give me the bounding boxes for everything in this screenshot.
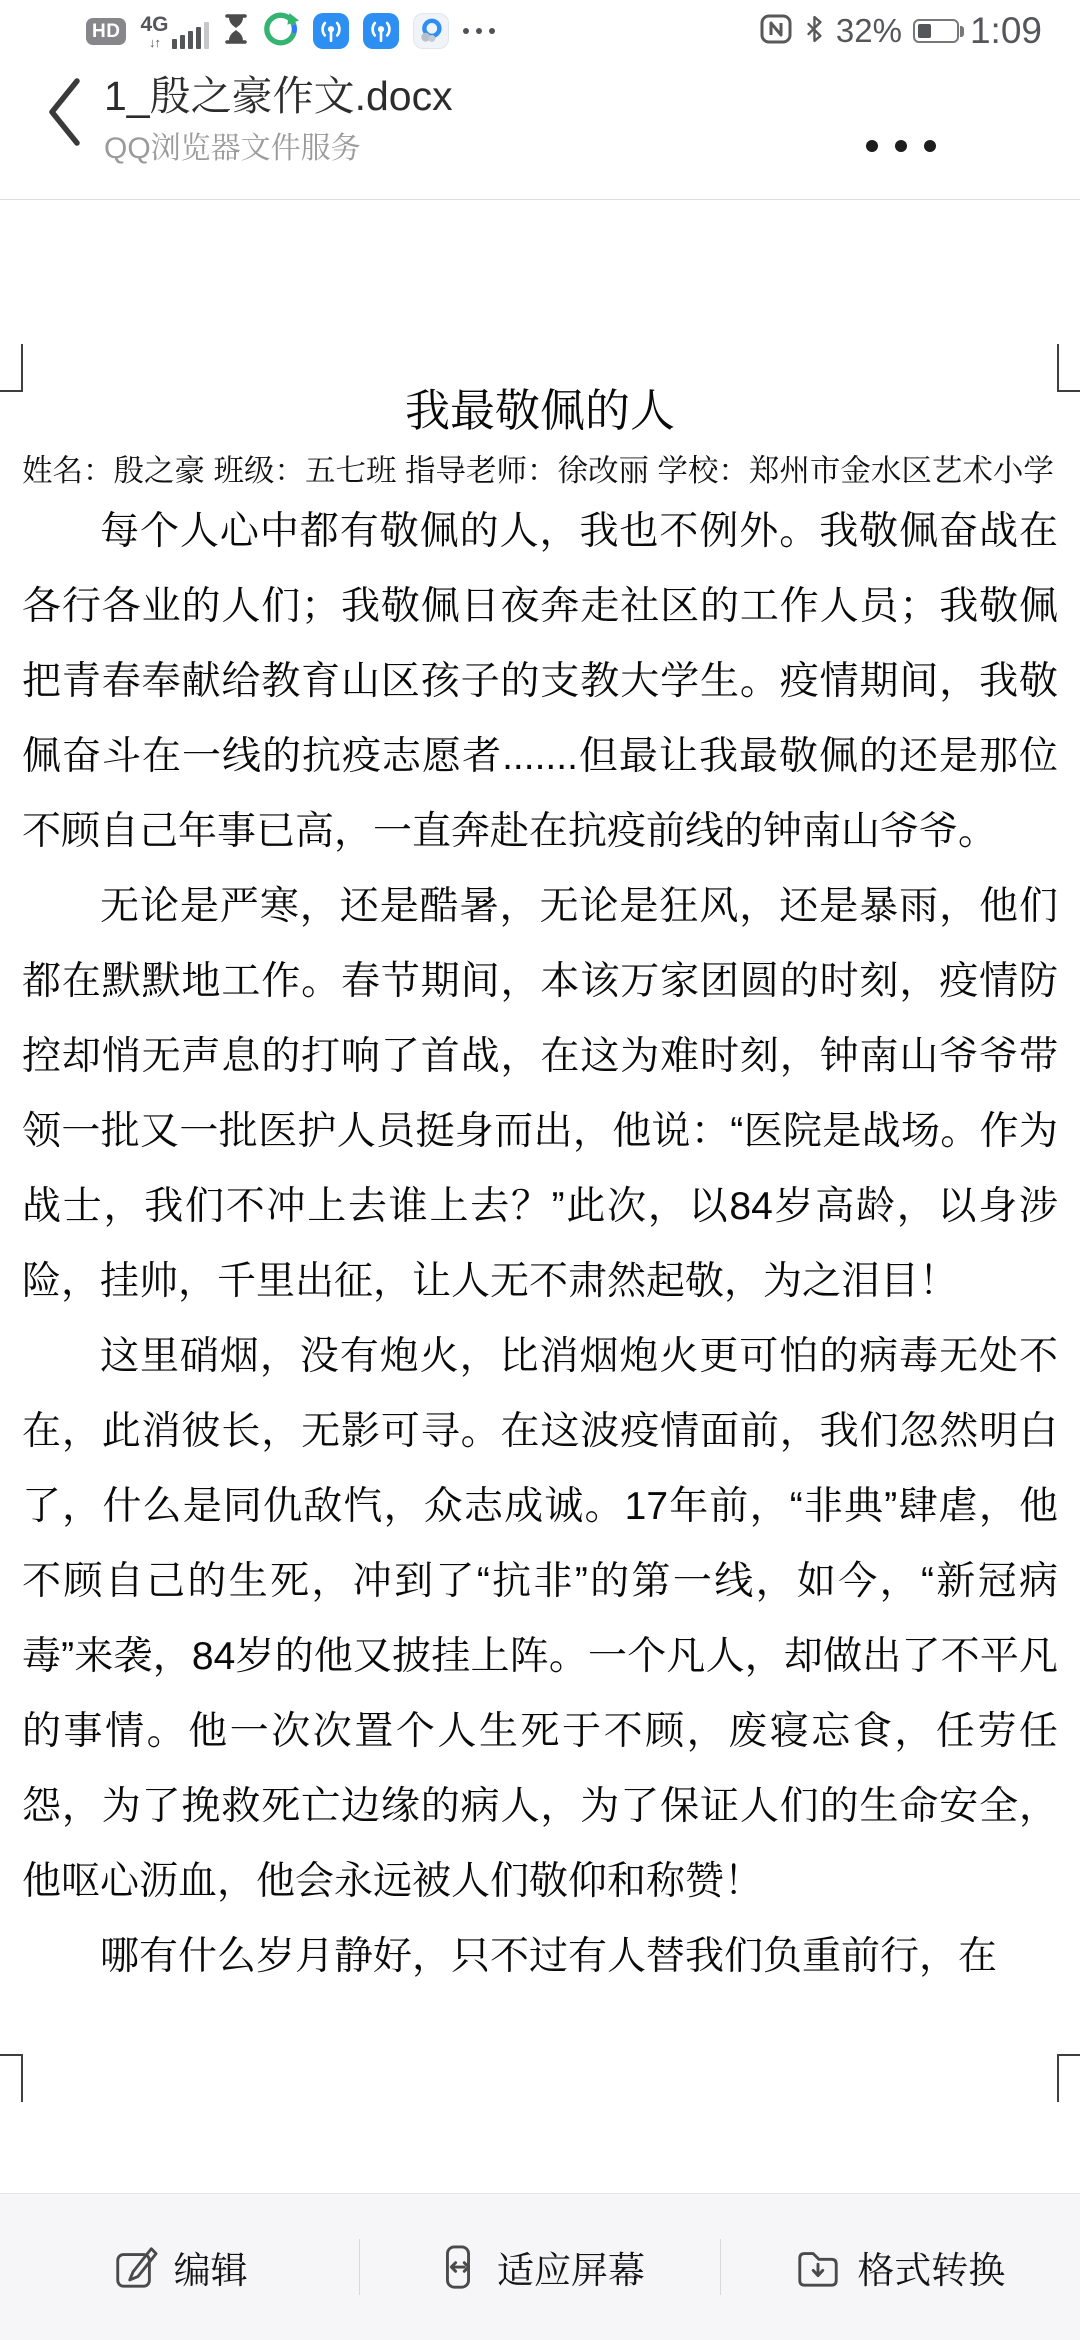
page-corner-mark (0, 2054, 23, 2056)
hourglass-icon (223, 13, 249, 50)
hotspot-icon (313, 13, 349, 49)
essay-paragraph: 无论是严寒，还是酷暑，无论是狂风，还是暴雨，他们都在默默地工作。春节期间，本该万家团圆的时刻，疫情防控却悄无声息的打响了首战，在这为难时刻，钟南山爷爷带领一批又一批医护人员挺身而出，他说：“医院是战场。作为战士，我们不冲上去谁上去？”此次，以84岁高龄，以身涉险，挂帅，千里出征，让人无不肃然起敬，为之泪目！ (22, 885, 1058, 1303)
bottom-toolbar (0, 2193, 1080, 2340)
file-source-subtitle: QQ浏览器文件服务 (104, 132, 361, 165)
edit-icon (112, 2244, 158, 2290)
essay-byline: 姓名：殷之豪 班级：五七班 指导老师：徐改丽 学校：郑州市金水区艺术小学 (22, 454, 1054, 488)
hd-icon: HD (86, 18, 126, 45)
clock-label: 1:09 (969, 10, 1042, 51)
page-corner-mark (1057, 2054, 1080, 2056)
cellular-signal-icon (140, 14, 209, 49)
page-corner-mark (21, 2054, 23, 2102)
status-left-group (86, 11, 760, 52)
document-content (22, 201, 1058, 1994)
status-overflow-icon (463, 28, 495, 34)
edit-button[interactable] (0, 2194, 359, 2340)
essay-title: 我最敬佩的人 (404, 385, 675, 436)
format-convert-button[interactable] (721, 2194, 1080, 2340)
nfc-icon (760, 13, 792, 50)
essay-paragraph: 这里硝烟，没有炮火，比消烟炮火更可怕的病毒无处不在，此消彼长，无影可寻。在这波疫情面前，我们忽然明白了，什么是同仇敌忾，众志成诚。17年前，“非典”肆虐，他不顾自己的生死，冲到了“抗非”的第一线，如今，“新冠病毒”来袭，84岁的他又披挂上阵。一个凡人，却做出了不平凡的事情。他一次次置个人生死于不顾，废寝忘食，任劳任怨，为了挽救死亡边缘的病人，为了保证人们的生命安全，他呕心沥血，他会永远被人们敬仰和称赞！ (22, 1335, 1058, 1903)
essay-paragraph: 哪有什么岁月静好，只不过有人替我们负重前行，在 (100, 1935, 998, 1978)
status-bar (0, 0, 1080, 56)
more-menu-button[interactable] (866, 140, 936, 152)
fit-screen-button[interactable] (360, 2194, 719, 2340)
page-corner-mark (1057, 2054, 1059, 2102)
back-chevron-icon (44, 76, 84, 148)
page-corner-mark (1057, 390, 1080, 392)
signal-bars-icon (172, 22, 209, 49)
fit-screen-button-label: 适应屏幕 (496, 2250, 645, 2291)
network-arrows-icon: ↓↑ (148, 34, 160, 50)
fit-screen-icon (435, 2244, 481, 2290)
edit-button-label: 编辑 (173, 2250, 248, 2291)
format-convert-icon (795, 2244, 841, 2290)
header (0, 56, 1080, 200)
qq-browser-icon (413, 13, 449, 49)
network-type-label: 4G (140, 12, 169, 36)
sync-app-icon (263, 11, 299, 52)
page-corner-mark (0, 390, 23, 392)
essay-paragraph: 每个人心中都有敬佩的人，我也不例外。我敬佩奋战在各行各业的人们；我敬佩日夜奔走社区的工作人员；我敬佩把青春奉献给教育山区孩子的支教大学生。疫情期间，我敬佩奋斗在一线的抗疫志愿者.......但最让我最敬佩的还是那位不顾自己年事已高，一直奔赴在抗疫前线的钟南山爷爷。 (22, 510, 1058, 853)
file-title: 1_殷之豪作文.docx (104, 73, 453, 119)
bluetooth-icon (803, 13, 825, 50)
status-right-group (760, 10, 1042, 52)
hotspot-icon-2 (363, 13, 399, 49)
battery-icon (913, 19, 959, 43)
back-button[interactable] (44, 74, 88, 150)
format-convert-button-label: 格式转换 (857, 2250, 1006, 2291)
header-text (104, 68, 453, 170)
battery-percent-label: 32% (835, 12, 902, 49)
